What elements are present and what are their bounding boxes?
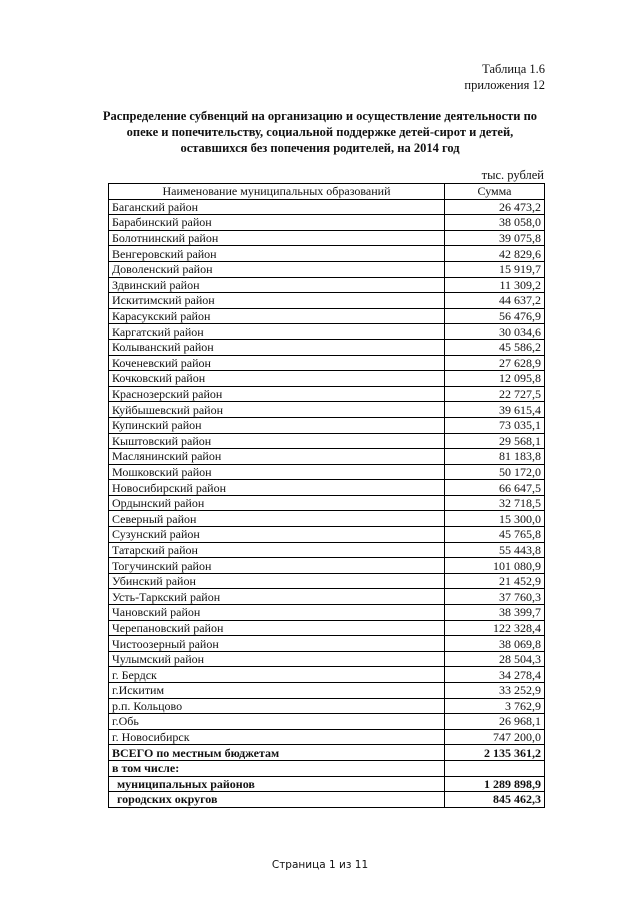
table-row [109, 558, 545, 574]
subvention-amount: 1 289 898,9 [445, 776, 545, 792]
table-row [109, 230, 545, 246]
total-row [109, 745, 545, 761]
subvention-amount: 3 762,9 [445, 698, 545, 714]
table-row [109, 714, 545, 730]
municipality-name: городских округов [109, 792, 445, 808]
municipality-name: Колыванский район [109, 339, 445, 355]
subvention-amount: 38 069,8 [445, 636, 545, 652]
municipality-name: Мошковский район [109, 464, 445, 480]
municipality-name: Купинский район [109, 417, 445, 433]
municipality-name: Карасукский район [109, 308, 445, 324]
table-header-row [109, 184, 545, 200]
table-row [109, 433, 545, 449]
table-row [109, 371, 545, 387]
subvention-amount: 21 452,9 [445, 573, 545, 589]
subvention-amount: 11 309,2 [445, 277, 545, 293]
table-number: Таблица 1.6 [482, 62, 545, 76]
table-row [109, 355, 545, 371]
municipality-name: Северный район [109, 511, 445, 527]
subvention-amount: 12 095,8 [445, 371, 545, 387]
subvention-amount: 45 765,8 [445, 527, 545, 543]
subvention-amount: 38 058,0 [445, 215, 545, 231]
subvention-amount: 15 300,0 [445, 511, 545, 527]
table-body [109, 199, 545, 807]
subvention-amount: 37 760,3 [445, 589, 545, 605]
table-row [109, 449, 545, 465]
table-row [109, 589, 545, 605]
table-row [109, 199, 545, 215]
subvention-amount: 2 135 361,2 [445, 745, 545, 761]
municipality-name: Сузунский район [109, 527, 445, 543]
subvention-amount: 26 473,2 [445, 199, 545, 215]
column-header-name: Наименование муниципальных образований [109, 184, 445, 200]
municipality-name: в том числе: [109, 760, 445, 776]
table-row [109, 417, 545, 433]
table-row [109, 620, 545, 636]
subvention-amount: 32 718,5 [445, 495, 545, 511]
municipality-name: р.п. Кольцово [109, 698, 445, 714]
subvention-amount: 34 278,4 [445, 667, 545, 683]
municipality-name: муниципальных районов [109, 776, 445, 792]
municipality-name: Искитимский район [109, 293, 445, 309]
table-row [109, 542, 545, 558]
municipality-name: г.Искитим [109, 683, 445, 699]
subvention-amount: 56 476,9 [445, 308, 545, 324]
table-row [109, 215, 545, 231]
title-line-2: опеке и попечительству, социальной поддержке детей-сирот и детей, [126, 125, 514, 139]
subvention-amount: 30 034,6 [445, 324, 545, 340]
municipality-name: Куйбышевский район [109, 402, 445, 418]
subvention-amount: 42 829,6 [445, 246, 545, 262]
subvention-amount: 39 075,8 [445, 230, 545, 246]
municipality-name: Усть-Таркский район [109, 589, 445, 605]
subvention-amount: 15 919,7 [445, 261, 545, 277]
municipality-name: г. Новосибирск [109, 729, 445, 745]
municipality-name: Баганский район [109, 199, 445, 215]
table-row [109, 605, 545, 621]
municipality-name: Новосибирский район [109, 480, 445, 496]
subvention-amount: 26 968,1 [445, 714, 545, 730]
appendix-number: приложения 12 [464, 78, 545, 92]
municipality-name: Здвинский район [109, 277, 445, 293]
table-row [109, 277, 545, 293]
subvention-amount: 33 252,9 [445, 683, 545, 699]
subvention-amount: 39 615,4 [445, 402, 545, 418]
subvention-amount: 29 568,1 [445, 433, 545, 449]
subtotal-row [109, 792, 545, 808]
table-row [109, 464, 545, 480]
municipality-name: Татарский район [109, 542, 445, 558]
unit-label: тыс. рублей [481, 168, 544, 182]
table-row [109, 339, 545, 355]
including-row [109, 760, 545, 776]
subvention-amount: 45 586,2 [445, 339, 545, 355]
title-line-3: оставшихся без попечения родителей, на 2014 год [180, 141, 460, 155]
table-row [109, 386, 545, 402]
page-footer: Страница 1 из 11 [271, 859, 369, 871]
municipality-name: Барабинский район [109, 215, 445, 231]
subtotal-row [109, 776, 545, 792]
subvention-table [108, 183, 545, 808]
table-row [109, 261, 545, 277]
municipality-name: Коченевский район [109, 355, 445, 371]
subvention-amount: 27 628,9 [445, 355, 545, 371]
municipality-name: Каргатский район [109, 324, 445, 340]
table-row [109, 308, 545, 324]
table-row [109, 527, 545, 543]
table-row [109, 698, 545, 714]
table-row [109, 667, 545, 683]
table-row [109, 324, 545, 340]
municipality-name: Тогучинский район [109, 558, 445, 574]
table-row [109, 729, 545, 745]
table-row [109, 495, 545, 511]
document-title [100, 108, 540, 156]
municipality-name: Чановский район [109, 605, 445, 621]
subvention-amount: 101 080,9 [445, 558, 545, 574]
municipality-name: Болотнинский район [109, 230, 445, 246]
title-line-1: Распределение субвенций на организацию и осуществление деятельности по [102, 109, 538, 123]
municipality-name: Венгеровский район [109, 246, 445, 262]
table-row [109, 246, 545, 262]
table-row [109, 573, 545, 589]
table-row [109, 402, 545, 418]
subvention-amount: 73 035,1 [445, 417, 545, 433]
municipality-name: ВСЕГО по местным бюджетам [109, 745, 445, 761]
subvention-amount: 28 504,3 [445, 651, 545, 667]
subvention-amount: 22 727,5 [445, 386, 545, 402]
subvention-amount: 122 328,4 [445, 620, 545, 636]
table-row [109, 293, 545, 309]
table-reference [464, 61, 545, 93]
subvention-amount: 81 183,8 [445, 449, 545, 465]
municipality-name: Чулымский район [109, 651, 445, 667]
municipality-name: Краснозерский район [109, 386, 445, 402]
municipality-name: г. Бердск [109, 667, 445, 683]
subvention-amount: 44 637,2 [445, 293, 545, 309]
table-row [109, 683, 545, 699]
subvention-amount: 50 172,0 [445, 464, 545, 480]
table-row [109, 480, 545, 496]
municipality-name: Убинский район [109, 573, 445, 589]
table-row [109, 511, 545, 527]
subvention-amount [445, 760, 545, 776]
subvention-amount: 55 443,8 [445, 542, 545, 558]
municipality-name: Кыштовский район [109, 433, 445, 449]
column-header-sum: Сумма [445, 184, 545, 200]
table-row [109, 636, 545, 652]
municipality-name: Черепановский район [109, 620, 445, 636]
subvention-amount: 845 462,3 [445, 792, 545, 808]
subvention-amount: 38 399,7 [445, 605, 545, 621]
subvention-amount: 747 200,0 [445, 729, 545, 745]
municipality-name: Доволенский район [109, 261, 445, 277]
municipality-name: Кочковский район [109, 371, 445, 387]
municipality-name: Маслянинский район [109, 449, 445, 465]
municipality-name: Ордынский район [109, 495, 445, 511]
subvention-amount: 66 647,5 [445, 480, 545, 496]
table-row [109, 651, 545, 667]
municipality-name: г.Обь [109, 714, 445, 730]
municipality-name: Чистоозерный район [109, 636, 445, 652]
